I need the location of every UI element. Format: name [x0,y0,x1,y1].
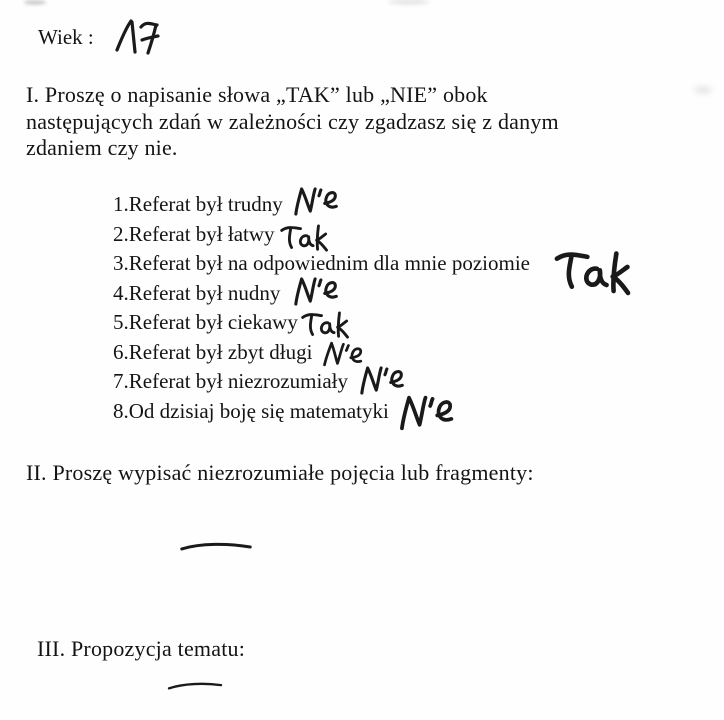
handwritten-answer [397,393,461,433]
handwritten-answer [279,222,331,255]
statement-row [113,367,636,397]
statement-text: 4.Referat był nudny [113,280,281,305]
statement-row [113,190,636,220]
scan-smudge [24,0,46,5]
handwritten-dash [166,677,225,695]
statement-text: 5.Referat był ciekawy [113,310,298,334]
statement-row [113,308,636,338]
statement-list [113,190,636,426]
scan-smudge [694,86,712,94]
handwritten-age-value [110,16,166,58]
statement-text: 7.Referat był niezrozumiały [113,369,348,393]
statement-row [113,397,636,427]
statement-row [113,249,636,279]
part1-instruction-line: zdaniem czy nie. [26,135,178,160]
statement-text: 6.Referat był zbyt długi [113,339,313,364]
part2-heading: II. Proszę wypisać niezrozumiałe pojęcia lub fragmenty: [26,460,534,485]
age-line [38,16,166,58]
handwritten-answer [292,185,344,218]
statement-text: 8.Od dzisiaj boję się matematyki [113,398,389,423]
statement-text: 1.Referat był trudny [113,192,283,216]
statement-text: 3.Referat był na odpowiednim dla mnie poziomie [113,251,530,275]
part1-instruction-line: następujących zdań w zależności czy zgadzasz się z danym [26,108,559,134]
handwritten-answer [292,275,344,308]
statement-text: 2.Referat był łatwy [113,221,275,246]
statement-row [113,338,636,368]
age-label: Wiek : [38,25,94,49]
handwritten-answer [551,245,637,300]
statement-row [113,220,636,250]
part1-instruction-line: I. Proszę o napisanie słowa „TAK” lub „NIE” obok [26,82,488,107]
part1-instruction [26,82,559,162]
handwritten-answer [300,309,352,342]
scan-smudge [388,0,430,4]
part3-heading: III. Propozycja tematu: [37,636,246,661]
handwritten-dash [178,539,254,555]
